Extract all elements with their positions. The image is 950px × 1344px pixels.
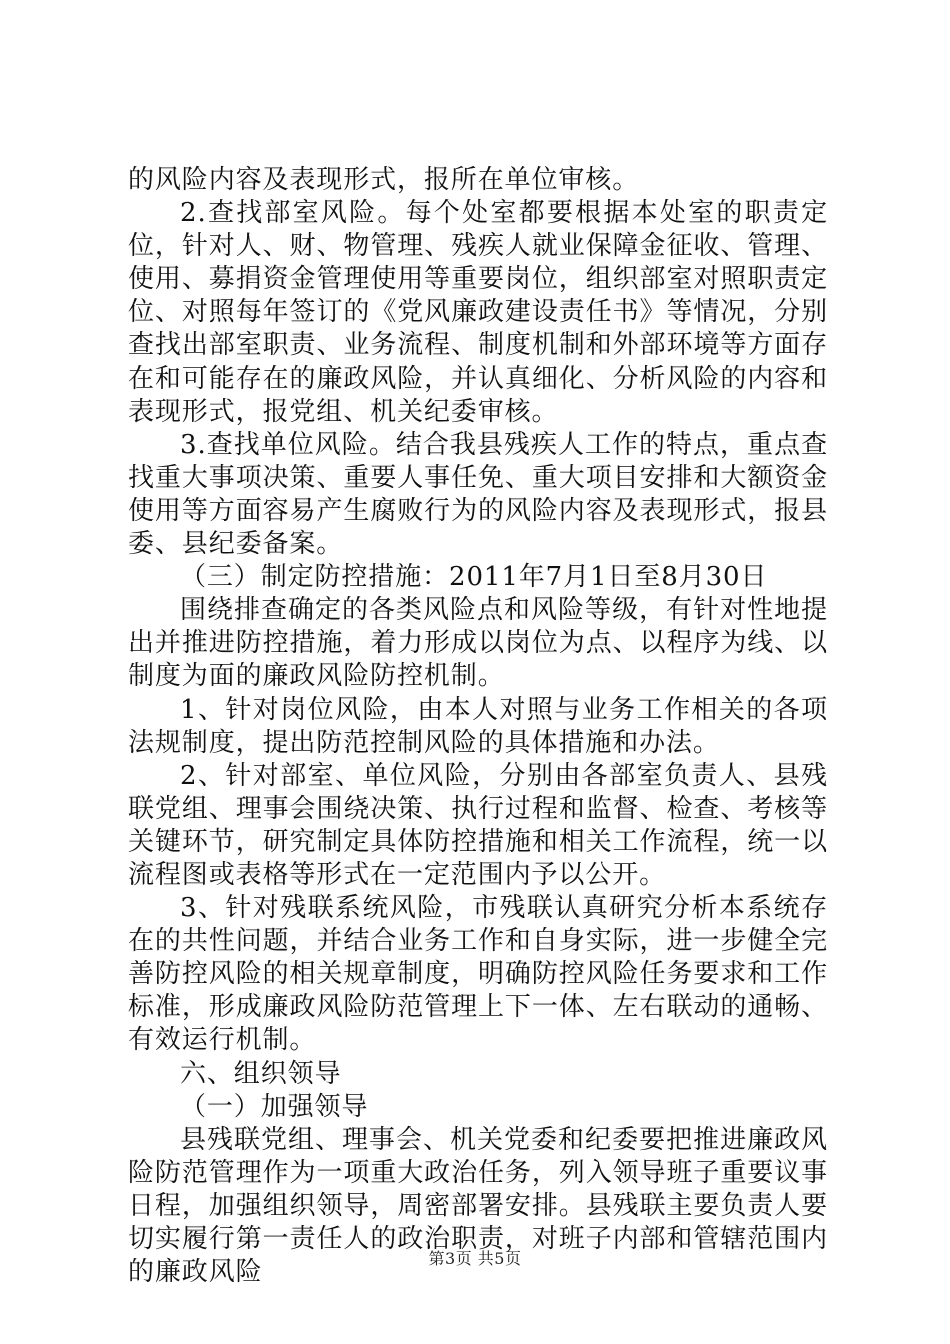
subsection-heading-leadership: （一）加强领导: [180, 1091, 369, 1122]
paragraph-prevention-intro: 围绕排查确定的各类风险点和风险等级，有针对性地提出并推进防控措施，着力形成以岗位为点、以程序为线、以制度为面的廉政风险防控机制。: [128, 595, 828, 692]
page-footer: [0, 1249, 950, 1269]
page-number: 第3页 共5页: [428, 1249, 522, 1268]
paragraph-system-risk: 3、针对残联系统风险，市残联认真研究分析本系统存在的共性问题，并结合业务工作和自身实际，进一步健全完善防控风险的相关规章制度，明确防控风险任务要求和工作标准，形成廉政风险防范管理上下一体、左右联动的通畅、有效运行机制。: [128, 893, 828, 1056]
paragraph-unit-risk: 3.查找单位风险。结合我县残疾人工作的特点，重点查找重大事项决策、重要人事任免、重大项目安排和大额资金使用等方面容易产生腐败行为的风险内容及表现形式，报县委、县纪委备案。: [128, 429, 828, 560]
section-heading-organization: 六、组织领导: [180, 1058, 342, 1089]
document-body: [128, 164, 828, 1289]
paragraph-leadership: 县残联党组、理事会、机关党委和纪委要把推进廉政风险防范管理作为一项重大政治任务，列入领导班子重要议事日程，加强组织领导，周密部署安排。县残联主要负责人要切实履行第一责任人的政治职责，对班子内部和管辖范围内的廉政风险: [128, 1124, 828, 1288]
section-heading-prevention-measures: （三）制定防控措施：2011年7月1日至8月30日: [180, 562, 768, 593]
paragraph-department-unit-risk: 2、针对部室、单位风险，分别由各部室负责人、县残联党组、理事会围绕决策、执行过程和监督、检查、考核等关键环节，研究制定具体防控措施和相关工作流程，统一以流程图或表格等形式在一定范围内予以公开。: [128, 760, 828, 890]
paragraph-post-risk: 1、针对岗位风险，由本人对照与业务工作相关的各项法规制度，提出防范控制风险的具体措施和办法。: [128, 694, 828, 758]
paragraph-department-risk: 2.查找部室风险。每个处室都要根据本处室的职责定位，针对人、财、物管理、残疾人就业保障金征收、管理、使用、募捐资金管理使用等重要岗位，组织部室对照职责定位、对照每年签订的《党风廉政建设责任书》等情况，分别查找出部室职责、业务流程、制度机制和外部环境等方面存在和可能存在的廉政风险，并认真细化、分析风险的内容和表现形式，报党组、机关纪委审核。: [128, 198, 828, 427]
paragraph-continuation: 的风险内容及表现形式，报所在单位审核。: [128, 165, 640, 195]
